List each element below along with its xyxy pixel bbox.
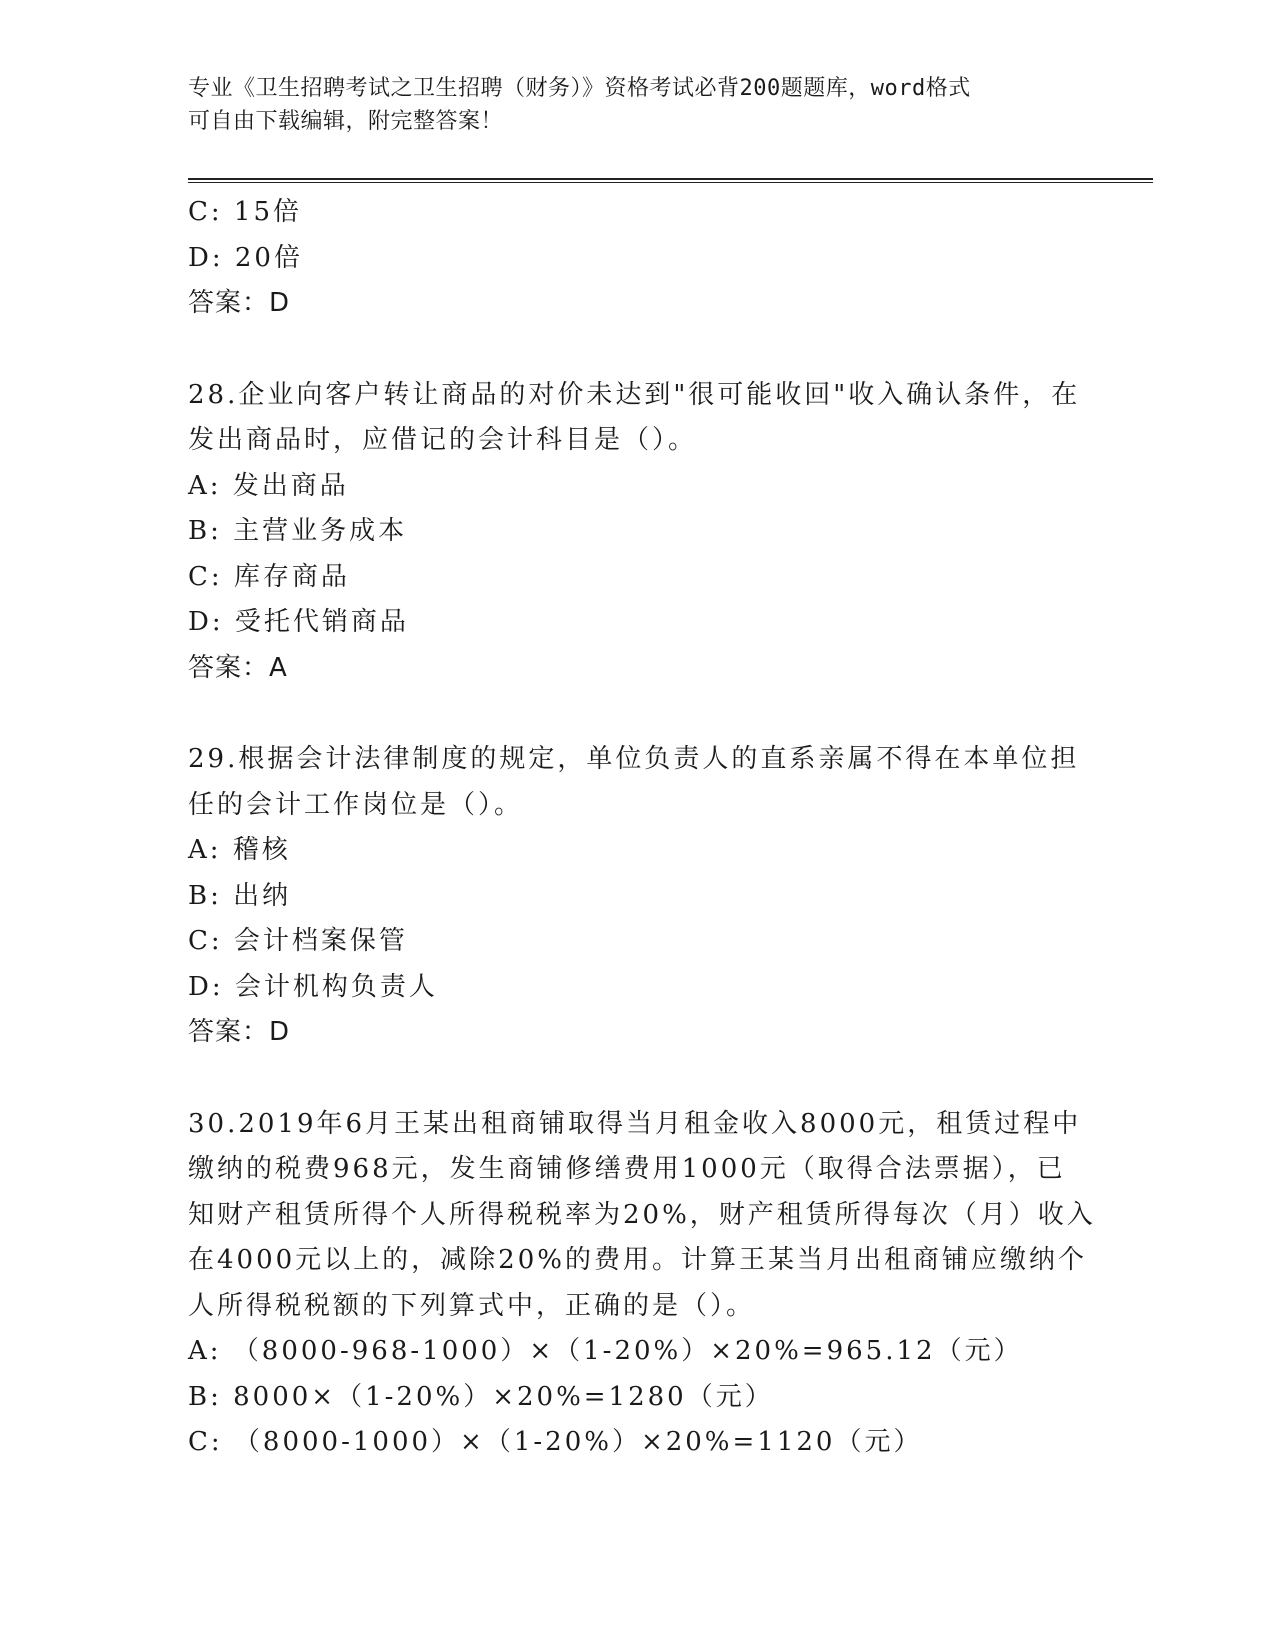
option-a: A: 发出商品 [188, 470, 349, 501]
question-stem: 知财产租赁所得个人所得税税率为20%，财产租赁所得每次（月）收入 [188, 1199, 1096, 1230]
option-b: B: 出纳 [188, 880, 292, 911]
question-30 [188, 1102, 1096, 1466]
question-29 [188, 737, 1088, 1056]
option-c: C: 15倍 [188, 197, 303, 227]
option-c: C: 会计档案保管 [188, 926, 408, 956]
question-stem: 29.根据会计法律制度的规定，单位负责人的直系亲属不得在本单位担 [188, 744, 1080, 774]
option-b: B: 8000×（1-20%）×20%=1280（元） [188, 1381, 774, 1412]
page-header [188, 72, 1068, 138]
option-d: D: 20倍 [188, 242, 303, 273]
header-divider [188, 178, 1153, 183]
option-b: B: 主营业务成本 [188, 516, 408, 546]
question-stem: 30.2019年6月王某出租商铺取得当月租金收入8000元，租赁过程中 [188, 1108, 1082, 1139]
answer: 答案：D [188, 288, 291, 318]
option-a: A: 稽核 [188, 835, 291, 865]
question-28 [188, 373, 1088, 692]
option-c: C: （8000-1000）×（1-20%）×20%=1120（元） [188, 1427, 923, 1457]
question-stem: 缴纳的税费968元，发生商铺修缮费用1000元（取得合法票据），已 [188, 1154, 1066, 1184]
question-stem: 在4000元以上的，减除20%的费用。计算王某当月出租商铺应缴纳个 [188, 1245, 1087, 1275]
question-stem: 发出商品时，应借记的会计科目是（）。 [188, 425, 698, 455]
answer: 答案：A [188, 652, 288, 683]
question-stem: 任的会计工作岗位是（）。 [188, 789, 524, 820]
question-content [188, 190, 1096, 1466]
option-d: D: 会计机构负责人 [188, 971, 438, 1002]
answer: 答案：D [188, 1017, 291, 1047]
option-c: C: 库存商品 [188, 561, 350, 592]
question-stem: 人所得税税额的下列算式中，正确的是（）。 [188, 1290, 756, 1321]
option-a: A: （8000-968-1000）×（1-20%）×20%=965.12（元） [188, 1336, 1023, 1366]
option-d: D: 受托代销商品 [188, 607, 409, 637]
question-stem: 28.企业向客户转让商品的对价未达到"很可能收回"收入确认条件，在 [188, 379, 1081, 410]
header-line-1: 专业《卫生招聘考试之卫生招聘（财务）》资格考试必背200题题库，word格式 [188, 76, 971, 101]
header-line-2: 可自由下载编辑，附完整答案！ [188, 109, 504, 134]
